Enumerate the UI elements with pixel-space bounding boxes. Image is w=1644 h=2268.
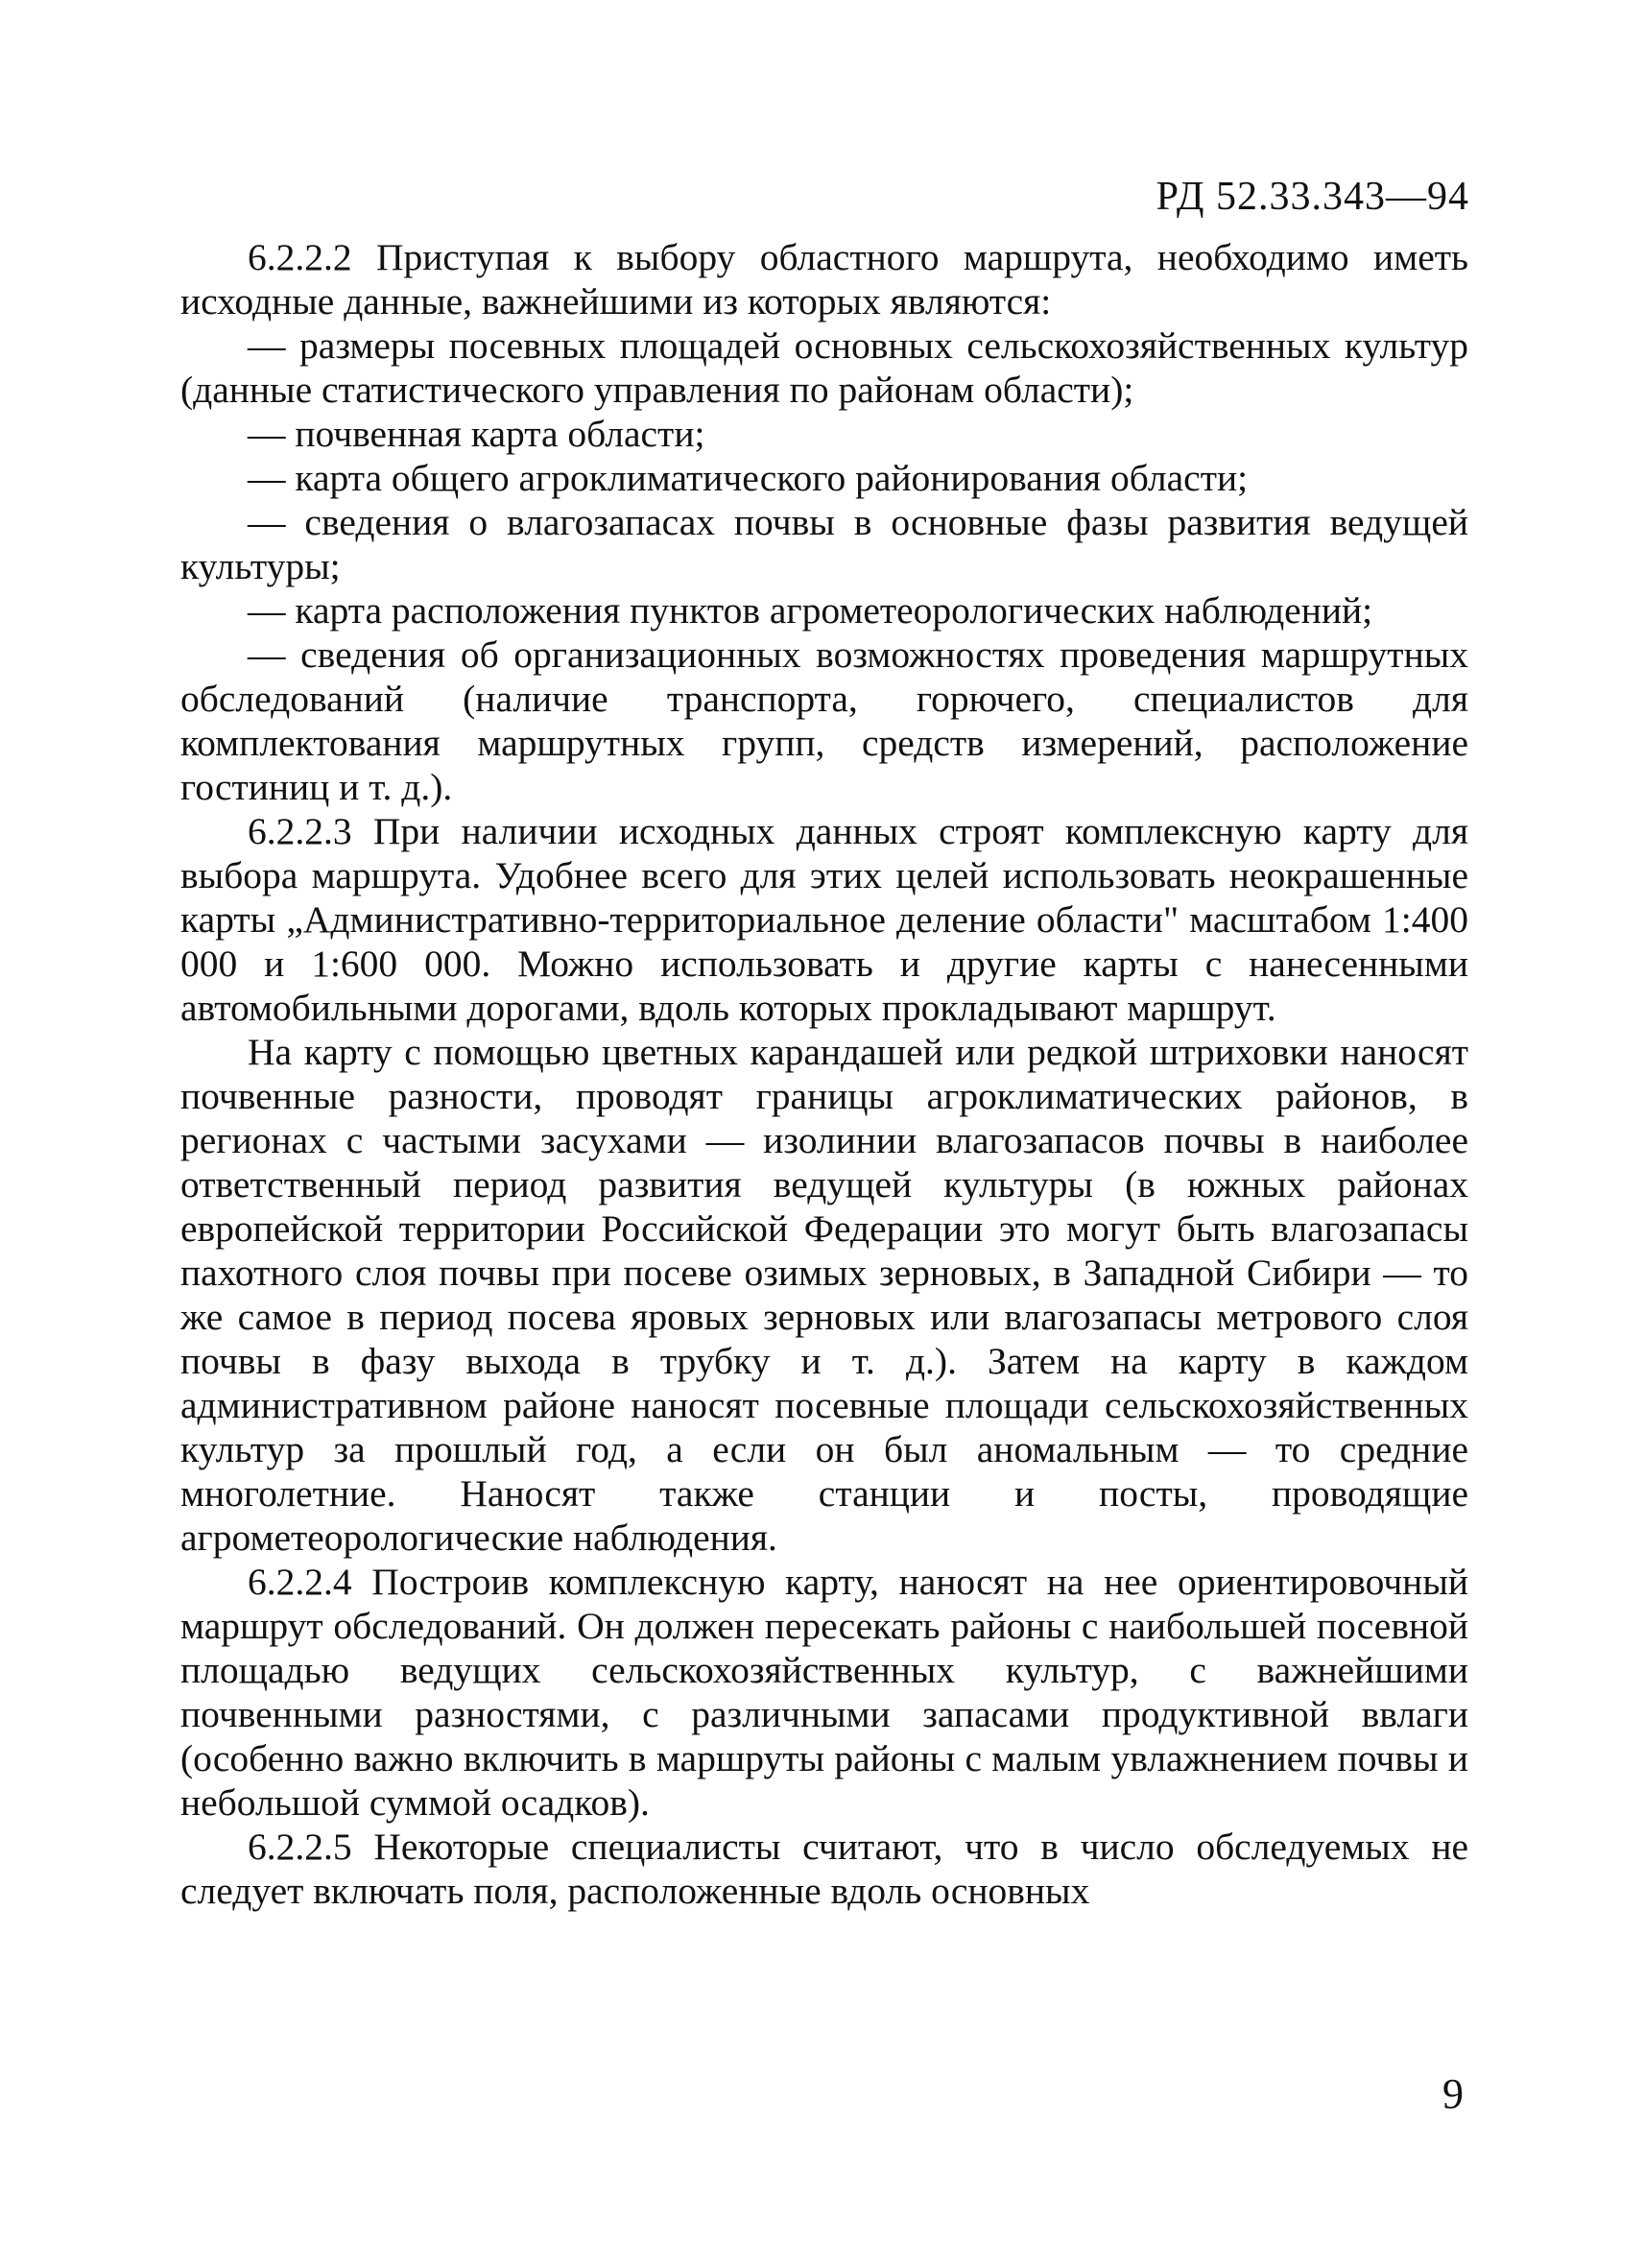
paragraph-6-2-2-3: 6.2.2.3 При наличии исходных данных строят комплексную карту для выбора маршрута. Удобнее всего для этих целей использовать неокрашенные карты „Административно-территориальное деление области" масштабом 1:400 000 и 1:600 000. Можно использовать и другие карты с нанесенными автомобильными дорогами, вдоль которых прокладывают маршрут.	[180, 810, 1468, 1029]
paragraph-6-2-2-4: 6.2.2.4 Построив комплексную карту, наносят на нее ориентировочный маршрут обследований. Он должен пересекать районы с наибольшей посевной площадью ведущих сельскохозяйственных культур, с важнейшими почвенными разностями, с различными запасами продуктивной ввлаги (особенно важно включить в маршруты районы с малым увлажнением почвы и небольшой суммой осадков).	[180, 1561, 1468, 1824]
list-item-sown-areas: — размеры посевных площадей основных сельскохозяйственных культур (данные статистического управления по районам области);	[180, 324, 1468, 411]
paragraph-6-2-2-5: 6.2.2.5 Некоторые специалисты считают, что в число обследуемых не следует включать поля, расположенные вдоль основных	[180, 1826, 1468, 1912]
body-text	[180, 235, 1468, 1913]
paragraph-map-drawing: На карту с помощью цветных карандашей или редкой штриховки наносят почвенные разности, проводят границы агроклиматических районов, в регионах с частыми засухами — изолинии влагозапасов почвы в наиболее ответственный период развития ведущей культуры (в южных районах европейской территории Российской Федерации это могут быть влагозапасы пахотного слоя почвы при посеве озимых зерновых, в Западной Сибири — то же самое в период посева яровых зерновых или влагозапасы метрового слоя почвы в фазу выхода в трубку и т. д.). Затем на карту в каждом административном районе наносят посевные площади сельскохозяйственных культур за прошлый год, а если он был аномальным — то средние многолетние. Наносят также станции и посты, проводящие агрометеорологические наблюдения.	[180, 1031, 1468, 1559]
list-item-agroclimatic-map: — карта общего агроклиматического районирования области;	[248, 457, 1249, 499]
page-number: 9	[1442, 2070, 1464, 2117]
list-item-organizational-capabilities: — сведения об организационных возможностях проведения маршрутных обследований (наличие транспорта, горючего, специалистов для комплектования маршрутных групп, средств измерений, расположение гостиниц и т. д.).	[180, 633, 1468, 808]
paragraph-6-2-2-2: 6.2.2.2 Приступая к выбору областного маршрута, необходимо иметь исходные данные, важнейшими из которых являются:	[180, 236, 1468, 322]
list-item-soil-moisture: — сведения о влагозапасах почвы в основные фазы развития ведущей культуры;	[180, 501, 1468, 587]
document-code: РД 52.33.343—94	[1156, 175, 1469, 219]
list-item-soil-map: — почвенная карта области;	[248, 413, 705, 455]
list-item-observation-points-map: — карта расположения пунктов агрометеорологических наблюдений;	[248, 589, 1373, 632]
